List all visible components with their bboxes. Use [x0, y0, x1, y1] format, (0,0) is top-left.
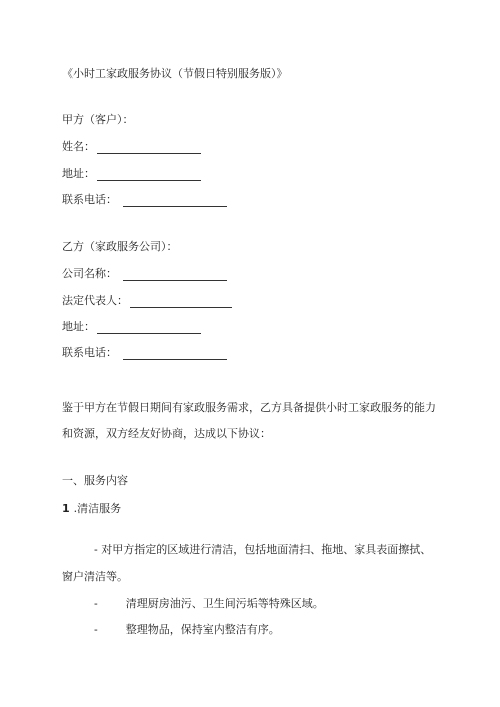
party-a-name-row: [62, 140, 201, 154]
party-a-phone-blank: [123, 196, 227, 207]
bullet-2-dash: -: [94, 597, 98, 610]
bullet-2: [94, 597, 324, 611]
party-a-name-blank: [97, 143, 201, 154]
party-b-address-label: 地址：: [62, 320, 95, 333]
party-b-company-blank: [123, 270, 227, 281]
party-a-phone-row: [62, 193, 227, 207]
item-1-number: 1: [62, 502, 70, 515]
party-a-heading: 甲方（客户）：: [62, 113, 134, 126]
party-b-address-row: [62, 320, 201, 334]
party-b-phone-blank: [123, 349, 227, 360]
bullet-3: [94, 623, 280, 637]
bullet-3-dash: -: [94, 623, 98, 636]
party-b-rep-blank: [130, 297, 232, 308]
party-b-company-row: [62, 267, 227, 281]
party-b-address-blank: [97, 323, 201, 334]
party-a-address-row: [62, 167, 201, 181]
item-1-title: .清洁服务: [73, 502, 122, 515]
party-a-address-blank: [97, 170, 201, 181]
party-b-rep-row: [62, 294, 232, 308]
party-a-address-label: 地址：: [62, 167, 95, 180]
bullet-3-text: 整理物品，保持室内整洁有序。: [125, 623, 280, 636]
section-1-heading: 一、服务内容: [62, 474, 128, 487]
bullet-1-line-1: - 对甲方指定的区域进行清洁，包括地面清扫、拖地、家具表面擦拭、: [94, 543, 432, 556]
party-b-rep-label: 法定代表人：: [62, 294, 128, 307]
party-b-company-label: 公司名称：: [62, 267, 117, 280]
party-b-phone-label: 联系电话：: [62, 346, 117, 359]
party-b-phone-row: [62, 346, 227, 360]
bullet-1-line-2: 窗户清洁等。: [62, 570, 128, 583]
party-b-heading: 乙方（家政服务公司）：: [62, 240, 178, 253]
preamble-line-2: 和资源，双方经友好协商，达成以下协议：: [62, 427, 271, 440]
document-title: 《小时工家政服务协议（节假日特别服务版）》: [62, 67, 288, 80]
party-a-name-label: 姓名：: [62, 140, 95, 153]
bullet-2-text: 清理厨房油污、卫生间污垢等特殊区域。: [125, 597, 324, 610]
preamble-line-1: 鉴于甲方在节假日期间有家政服务需求，乙方具备提供小时工家政服务的能力: [62, 401, 436, 414]
party-a-phone-label: 联系电话：: [62, 193, 117, 206]
section-1-item-1: [62, 502, 121, 516]
